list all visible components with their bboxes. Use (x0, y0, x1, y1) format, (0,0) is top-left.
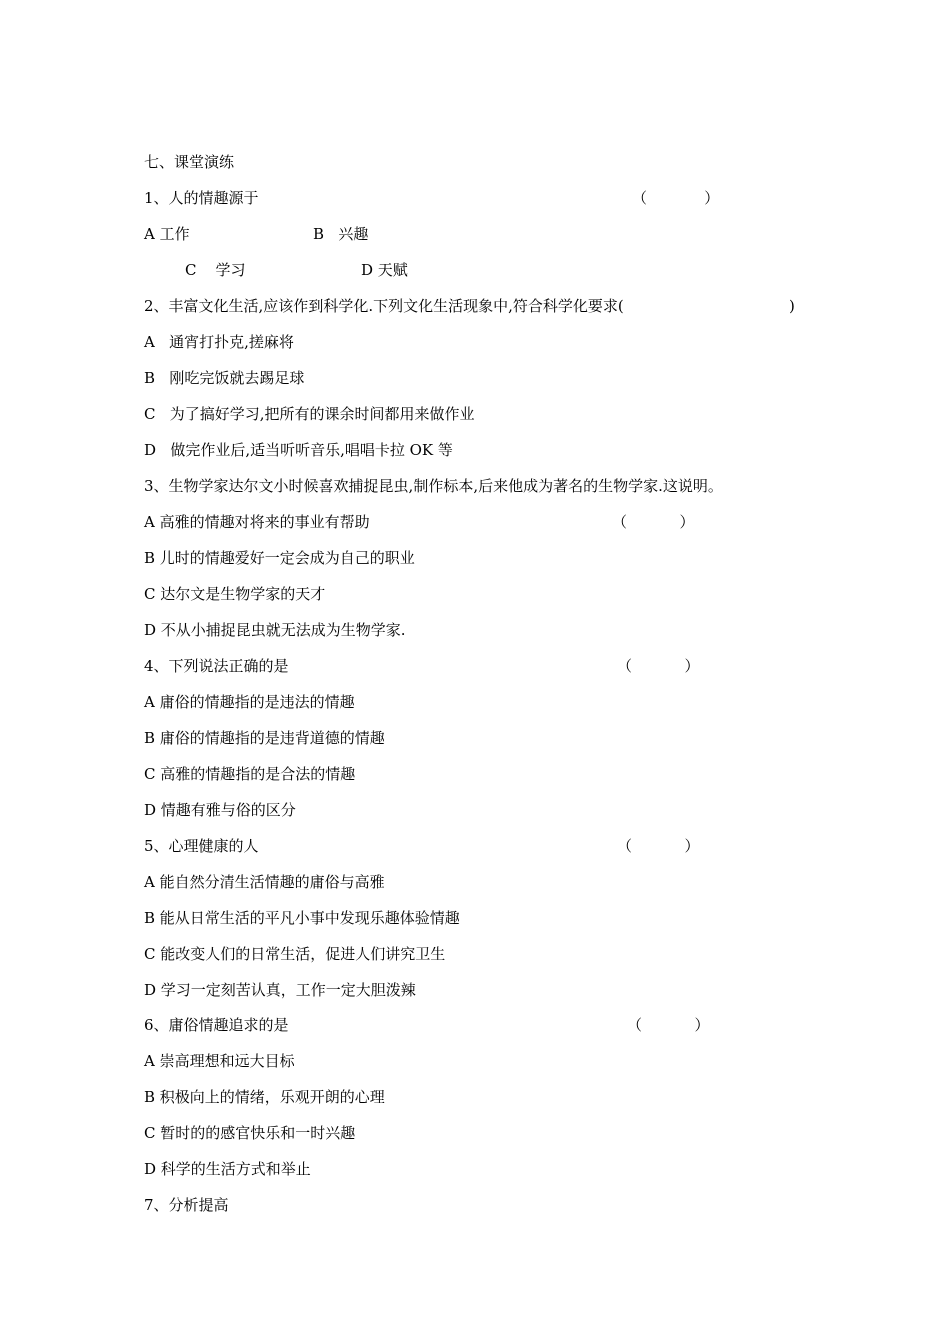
answer-blank: （ ） (612, 513, 695, 531)
option-d: D 情趣有雅与俗的区分 (144, 801, 296, 819)
option-c: C 暂时的的感官快乐和一时兴趣 (144, 1124, 356, 1142)
question-stem: 5、心理健康的人 (144, 837, 259, 855)
option-c: C 学习 (185, 261, 246, 279)
question-stem: 3、生物学家达尔文小时候喜欢捕捉昆虫,制作标本,后来他成为著名的生物学家.这说明。 (144, 477, 723, 495)
option-a: A 庸俗的情趣指的是违法的情趣 (144, 693, 355, 711)
option-d: D 做完作业后,适当听听音乐,唱唱卡拉 OK 等 (144, 441, 453, 459)
option-b: B 刚吃完饭就去踢足球 (144, 369, 305, 387)
option-b: B 能从日常生活的平凡小事中发现乐趣体验情趣 (144, 909, 460, 927)
option-c: C 能改变人们的日常生活，促进人们讲究卫生 (144, 945, 446, 963)
option-d: D 不从小捕捉昆虫就无法成为生物学家. (144, 621, 406, 639)
option-d: D 学习一定刻苦认真，工作一定大胆泼辣 (144, 981, 416, 999)
section-title: 七、课堂演练 (144, 153, 235, 171)
option-a: A 崇高理想和远大目标 (144, 1052, 295, 1070)
question-stem: 1、人的情趣源于 (144, 189, 259, 207)
option-a: A 高雅的情趣对将来的事业有帮助 (144, 513, 370, 531)
question-stem: 2、丰富文化生活,应该作到科学化.下列文化生活现象中,符合科学化要求( (144, 297, 624, 315)
option-c: C 为了搞好学习,把所有的课余时间都用来做作业 (144, 405, 475, 423)
option-a: A 能自然分清生活情趣的庸俗与高雅 (144, 873, 385, 891)
answer-blank: （ ） (632, 189, 720, 207)
question-stem: 6、庸俗情趣追求的是 (144, 1016, 289, 1034)
answer-blank: （ ） (617, 657, 700, 675)
option-b: B 儿时的情趣爱好一定会成为自己的职业 (144, 549, 415, 567)
analysis-heading: 7、分析提高 (144, 1196, 229, 1214)
option-b: B 庸俗的情趣指的是违背道德的情趣 (144, 729, 385, 747)
option-a: A 工作 (144, 225, 190, 243)
option-a: A 通宵打扑克,搓麻将 (144, 333, 294, 351)
answer-blank: ) (789, 297, 795, 315)
option-b: B 积极向上的情绪，乐观开朗的心理 (144, 1088, 385, 1106)
answer-blank: （ ） (617, 837, 700, 855)
option-d: D 天赋 (361, 261, 408, 279)
answer-blank: （ ） (627, 1016, 710, 1034)
option-b: B 兴趣 (313, 225, 369, 243)
option-c: C 高雅的情趣指的是合法的情趣 (144, 765, 356, 783)
question-stem: 4、下列说法正确的是 (144, 657, 289, 675)
option-d: D 科学的生活方式和举止 (144, 1160, 311, 1178)
option-c: C 达尔文是生物学家的天才 (144, 585, 326, 603)
